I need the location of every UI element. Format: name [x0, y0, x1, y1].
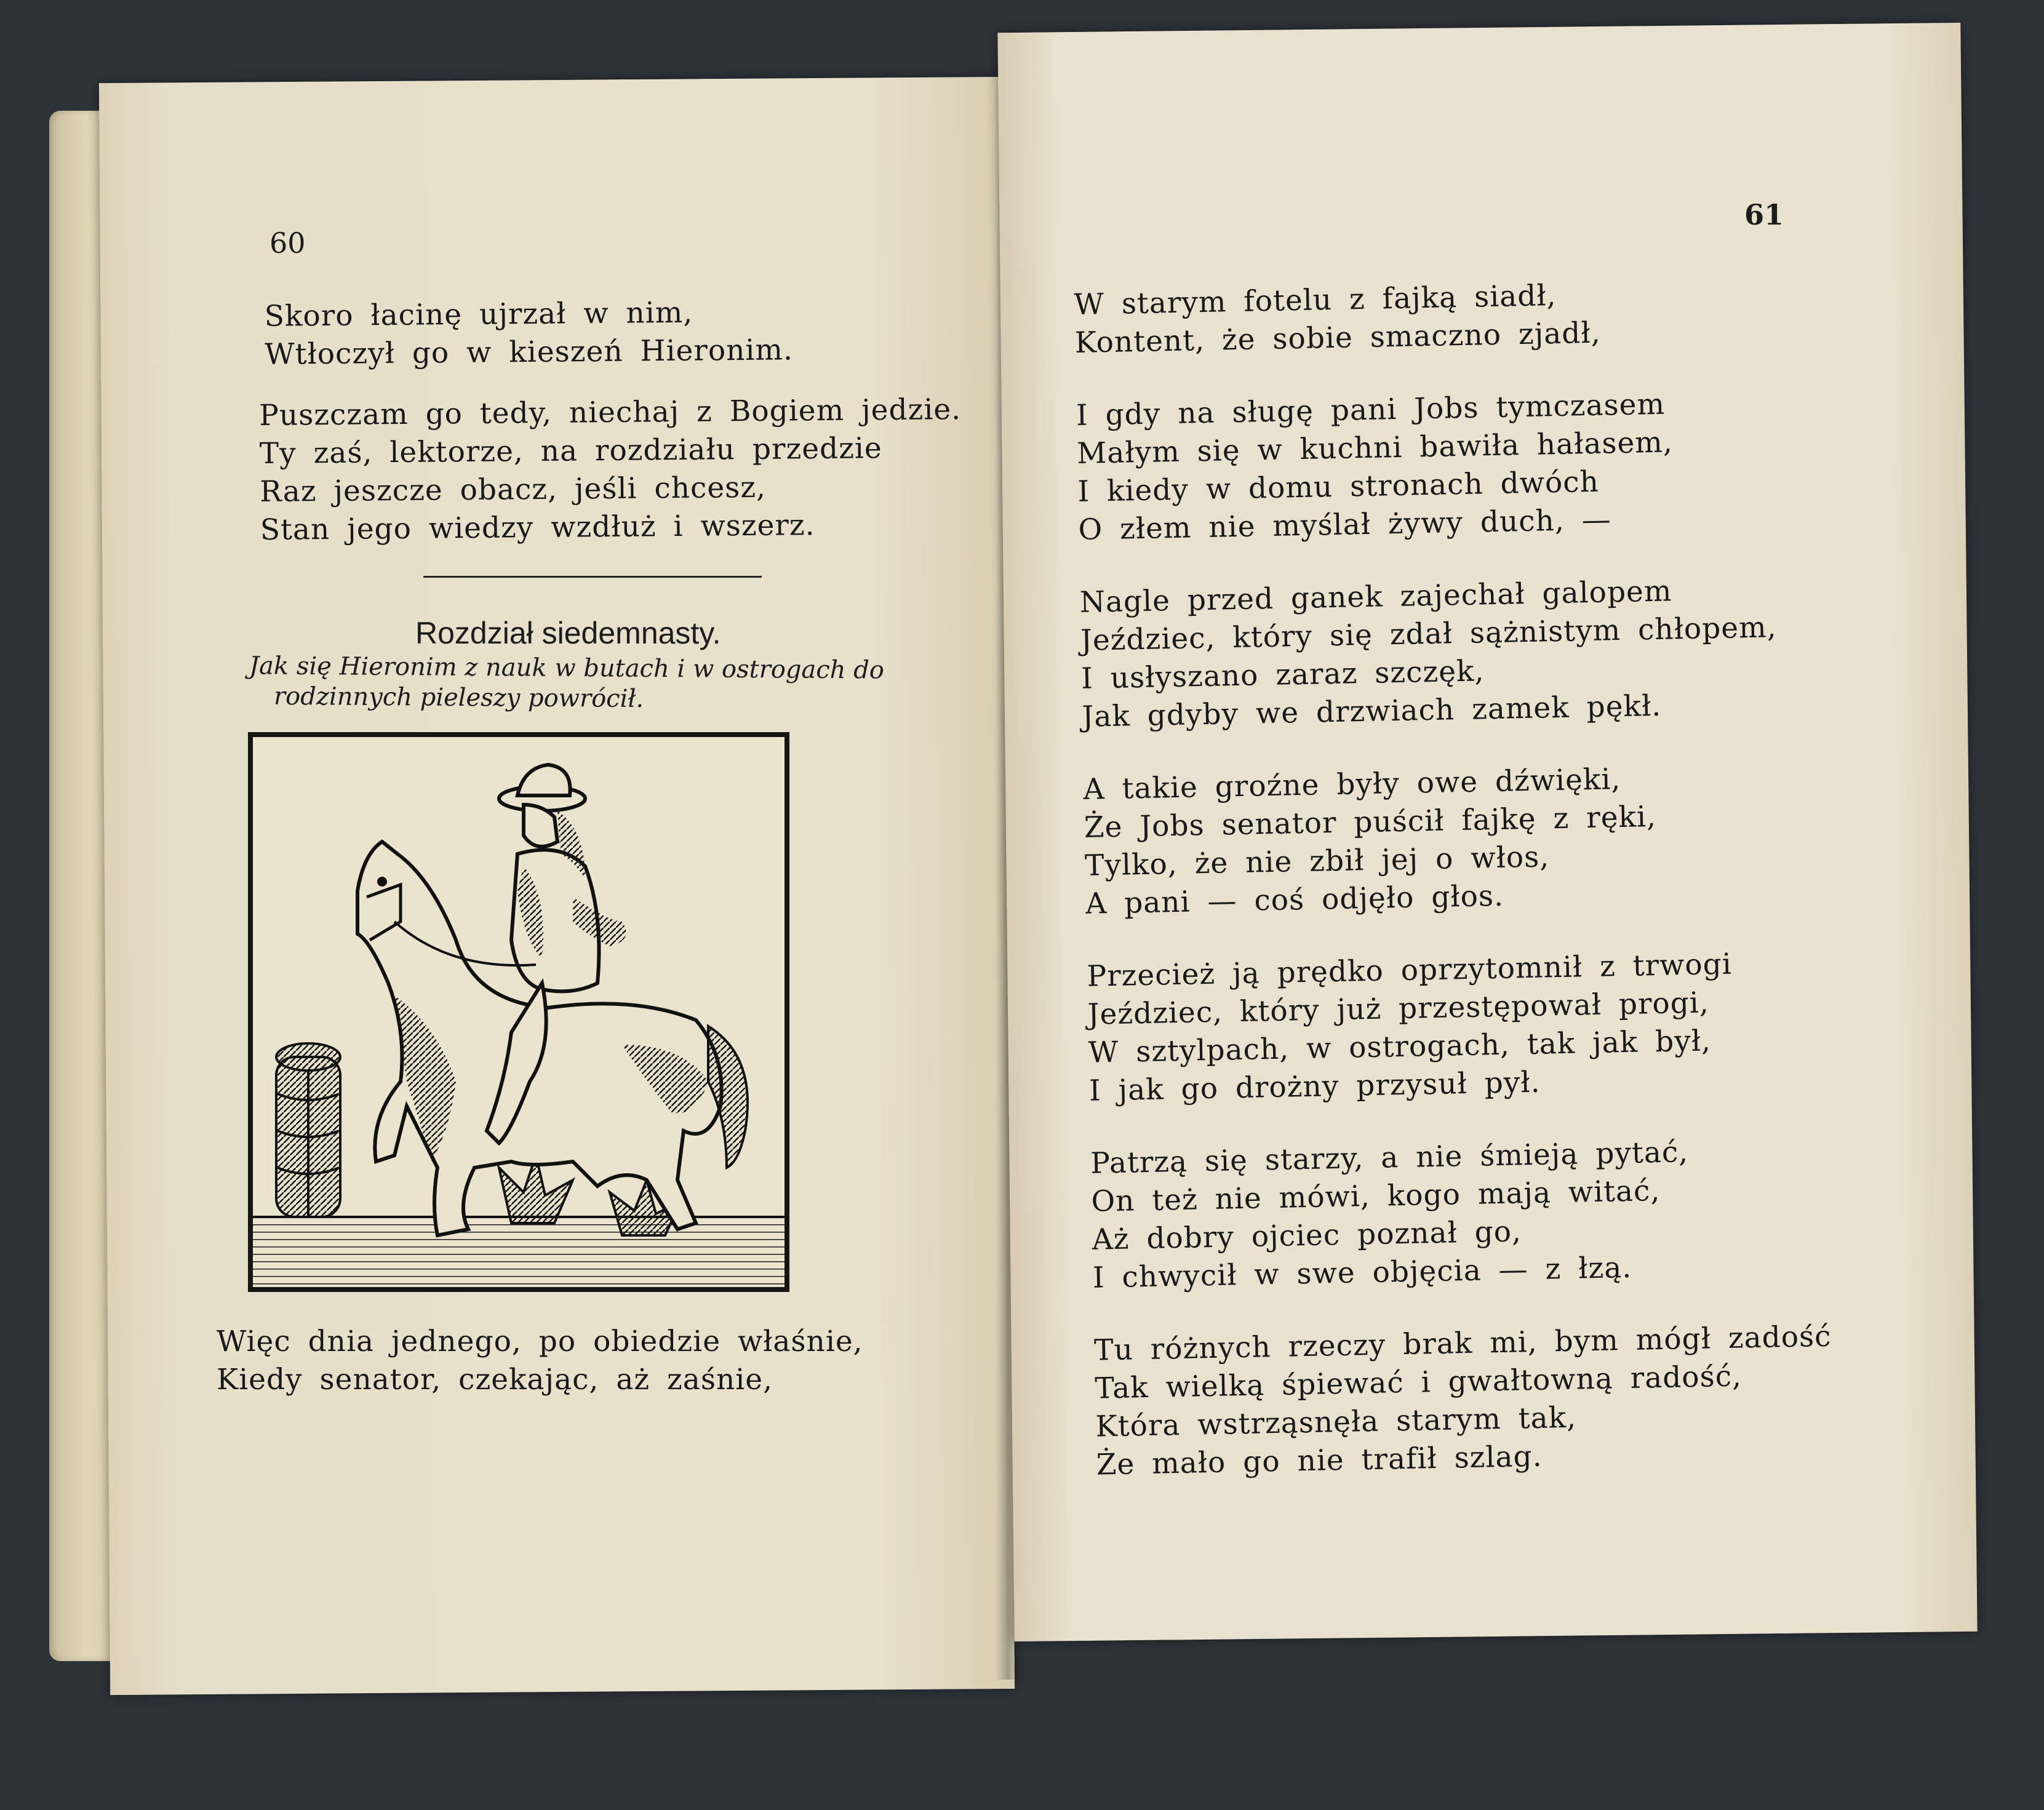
verse-line: Przecież ją prędko oprzytomnił z trwogi	[1087, 947, 1733, 994]
verse-line: I gdy na sługę pani Jobs tymczasem	[1076, 387, 1666, 433]
verse-line: On też nie mówi, kogo mają witać,	[1091, 1173, 1661, 1219]
verse-line: Więc dnia jednego, po obiedzie właśnie,	[217, 1325, 863, 1358]
verse-line: Kontent, że sobie smaczno zjadł,	[1074, 316, 1602, 360]
verse-line: Raz jeszcze obacz, jeśli chcesz,	[260, 470, 767, 509]
verse-line: Tak wielką śpiewać i gwałtowną radość,	[1094, 1359, 1743, 1406]
left-stanza-3	[217, 1323, 863, 1399]
verse-line: I kiedy w domu stronach dwóch	[1077, 464, 1600, 509]
verse-line: Wtłoczył go w kieszeń Hieronim.	[265, 333, 794, 372]
verse-line: Że Jobs senator puścił fajkę z ręki,	[1084, 799, 1657, 845]
rider-on-horse-woodcut-icon	[253, 737, 784, 1287]
verse-line: Że mało go nie trafił szlag.	[1096, 1439, 1543, 1482]
verse-line: I jak go drożny przysuł pył.	[1088, 1065, 1541, 1108]
chapter-subtitle-line-1: Jak się Hieronim z nauk w butach i w ostrogach do	[249, 652, 885, 685]
right-stanza-3	[1079, 570, 1819, 736]
chapter-title: Rozdział siedemnasty.	[415, 616, 721, 650]
verse-line: A pani — coś odjęło głos.	[1085, 879, 1504, 921]
verse-line: Aż dobry ojciec poznał go,	[1092, 1214, 1522, 1257]
left-stanza-1	[264, 293, 793, 373]
page-number-right: 61	[1744, 198, 1784, 231]
verse-line: Patrzą się starzy, a nie śmieją pytać,	[1090, 1135, 1689, 1181]
right-stanza-6	[1090, 1131, 1830, 1298]
verse-line: Jak gdyby we drzwiach zamek pękł.	[1081, 688, 1662, 734]
verse-line: Nagle przed ganek zajechał galopem	[1079, 574, 1672, 620]
right-stanza-5	[1087, 944, 1827, 1110]
verse-line: O złem nie myślał żywy duch, —	[1078, 503, 1612, 547]
verse-line: Kiedy senator, czekając, aż zaśnie,	[217, 1363, 773, 1397]
right-stanza-4	[1083, 757, 1823, 923]
left-stanza-2	[259, 391, 962, 549]
verse-line: Ty zaś, lektorze, na rozdziału przedzie	[259, 431, 882, 471]
verse-line: Jeździec, który już przestępował progi,	[1087, 986, 1710, 1032]
verse-line: Skoro łacinę ujrzał w nim,	[264, 295, 693, 333]
verse-line: I chwycił w swe objęcia — z łzą.	[1092, 1250, 1632, 1295]
verse-line: I usłyszano zaraz szczęk,	[1080, 654, 1485, 696]
verse-line: W sztylpach, w ostrogach, tak jak był,	[1088, 1024, 1712, 1070]
verse-line: Puszczam go tedy, niechaj z Bogiem jedzie.	[258, 393, 962, 433]
right-stanza-1	[1074, 272, 1813, 362]
right-page-text	[1074, 272, 1834, 1485]
section-divider	[423, 576, 762, 578]
verse-line: A takie groźne były owe dźwięki,	[1083, 762, 1621, 807]
verse-line: Tu różnych rzeczy brak mi, bym mógł zadość	[1093, 1319, 1832, 1368]
verse-line: Małym się w kuchni bawiła hałasem,	[1076, 425, 1674, 471]
verse-line: W starym fotelu z fajką siadł,	[1074, 278, 1557, 322]
right-stanza-2	[1076, 383, 1816, 549]
chapter-subtitle-line-2: rodzinnych pieleszy powrócił.	[273, 682, 644, 714]
right-stanza-7	[1094, 1318, 1834, 1485]
page-number-left: 60	[269, 226, 306, 260]
verse-line: Stan jego wiedzy wzdłuż i wszerz.	[260, 508, 815, 547]
verse-line: Która wstrząsnęła starym tak,	[1095, 1400, 1577, 1444]
woodcut-illustration	[248, 732, 789, 1292]
verse-line: Tylko, że nie zbił jej o włos,	[1084, 840, 1550, 883]
verse-line: Jeździec, który się zdał sążnistym chłopem,	[1080, 610, 1778, 658]
